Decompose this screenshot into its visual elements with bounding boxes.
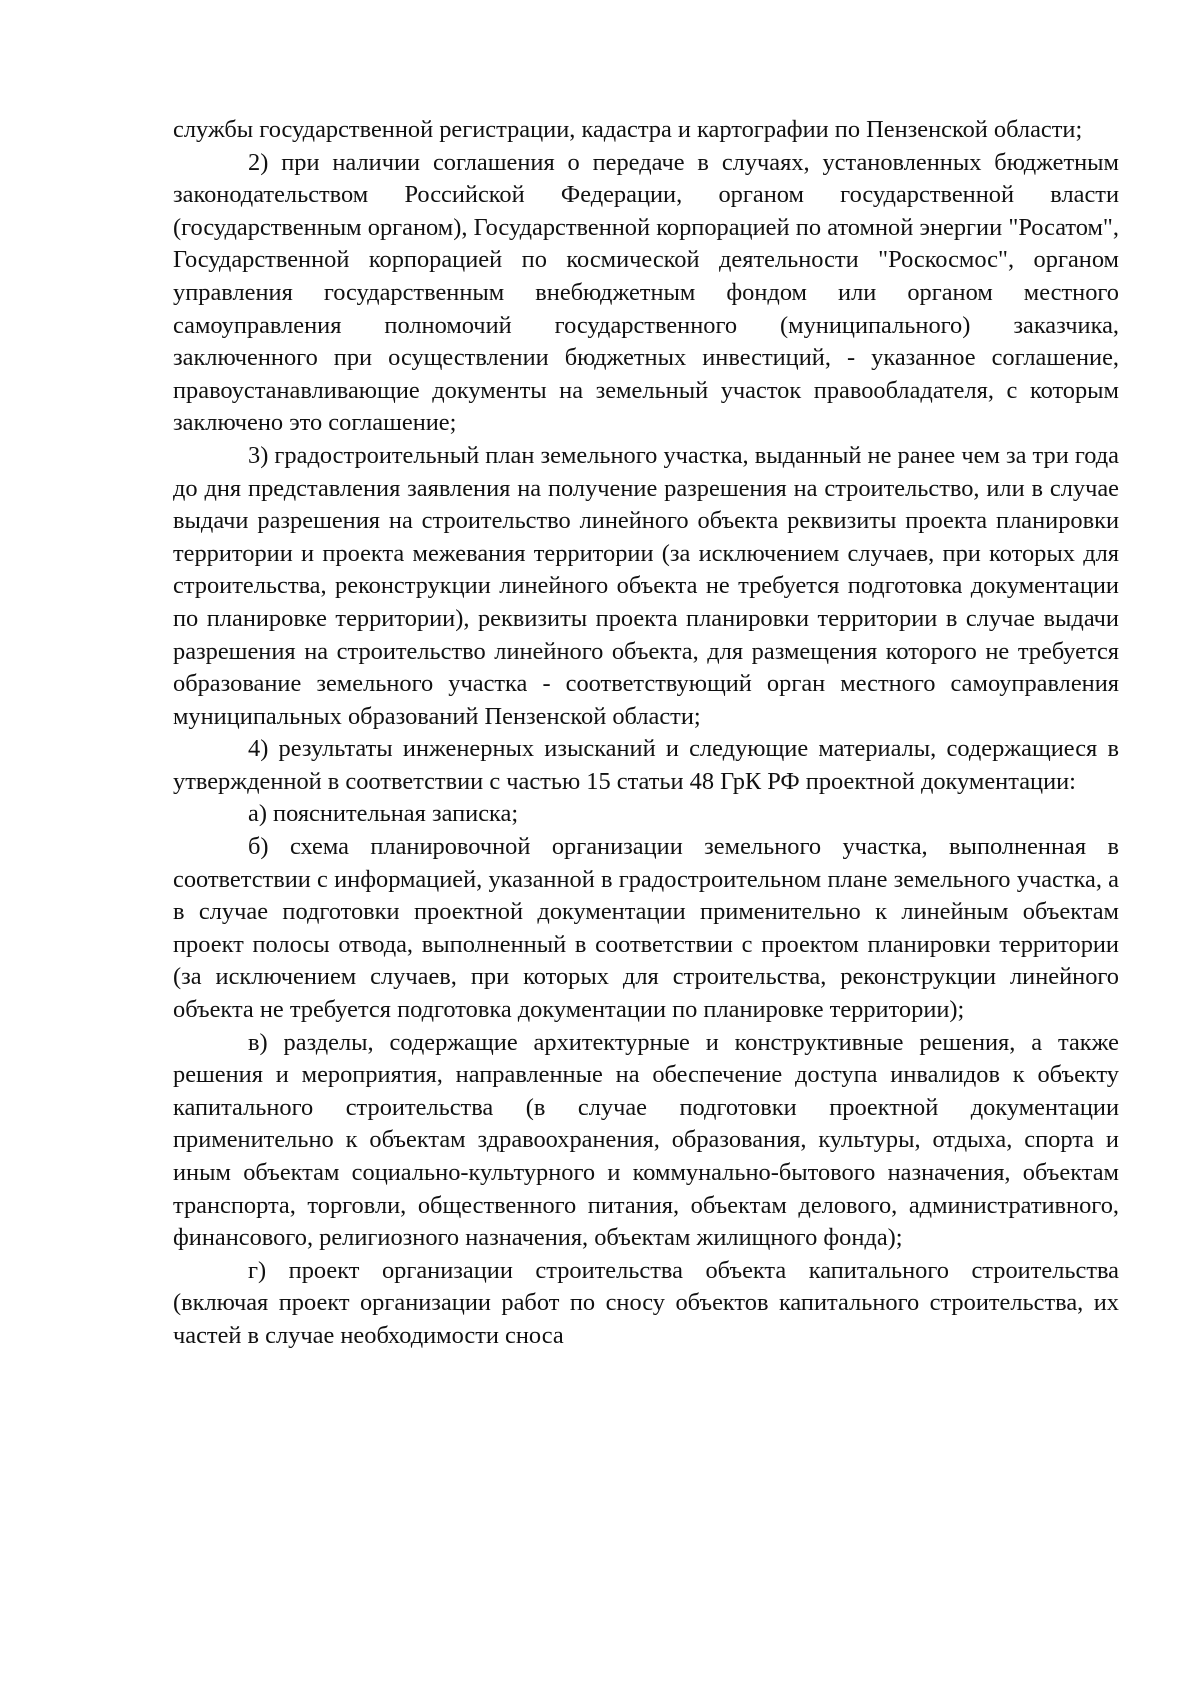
paragraph-subitem-a: а) пояснительная записка; (248, 800, 519, 828)
paragraph-subitem-v: в) разделы, содержащие архитектурные и конструктивные решения, а также решения и мероприятия, направленные на обеспечение доступа инвалидов к объекту капитального строительства (в случае подготовки проектной документации применительно к объектам здравоохранения, образования, культуры, отдыха, спорта и иным объектам социально-культурного и коммунально-бытового назначения, объектам транспорта, торговли, общественного питания, объектам делового, административного, финансового, религиозного назначения, объектам жилищного фонда); (173, 1028, 1119, 1252)
paragraph-item-4: 4) результаты инженерных изысканий и следующие материалы, содержащиеся в утвержденной в соответствии с частью 15 статьи 48 ГрК РФ проектной документации: (173, 735, 1119, 795)
document-body (173, 114, 1119, 1353)
paragraph-continuation: службы государственной регистрации, кадастра и картографии по Пензенской области; (173, 116, 1083, 143)
paragraph-subitem-b: б) схема планировочной организации земельного участка, выполненная в соответствии с информацией, указанной в градостроительном плане земельного участка, а в случае подготовки проектной документации применительно к линейным объектам проект полосы отвода, выполненный в соответствии с проектом планировки территории (за исключением случаев, при которых для строительства, реконструкции линейного объекта не требуется подготовка документации по планировке территории); (173, 833, 1119, 1024)
paragraph-item-2: 2) при наличии соглашения о передаче в случаях, установленных бюджетным законодательством Российской Федерации, органом государственной власти (государственным органом), Государственной корпорацией по атомной энергии "Росатом", Государственной корпорацией по космической деятельности "Роскосмос", органом управления государственным внебюджетным фондом или органом местного самоуправления полномочий государственного (муниципального) заказчика, заключенного при осуществлении бюджетных инвестиций, - указанное соглашение, правоустанавливающие документы на земельный участок правообладателя, с которым заключено это соглашение; (173, 148, 1119, 437)
paragraph-subitem-g: г) проект организации строительства объекта капитального строительства (включая проект организации работ по сносу объектов капитального строительства, их частей в случае необходимости сноса (173, 1256, 1119, 1349)
paragraph-item-3: 3) градостроительный план земельного участка, выданный не ранее чем за три года до дня представления заявления на получение разрешения на строительство, или в случае выдачи разрешения на строительство линейного объекта реквизиты проекта планировки территории и проекта межевания территории (за исключением случаев, при которых для строительства, реконструкции линейного объекта не требуется подготовка документации по планировке территории), реквизиты проекта планировки территории в случае выдачи разрешения на строительство линейного объекта, для размещения которого не требуется образование земельного участка - соответствующий орган местного самоуправления муниципальных образований Пензенской области; (173, 441, 1119, 730)
